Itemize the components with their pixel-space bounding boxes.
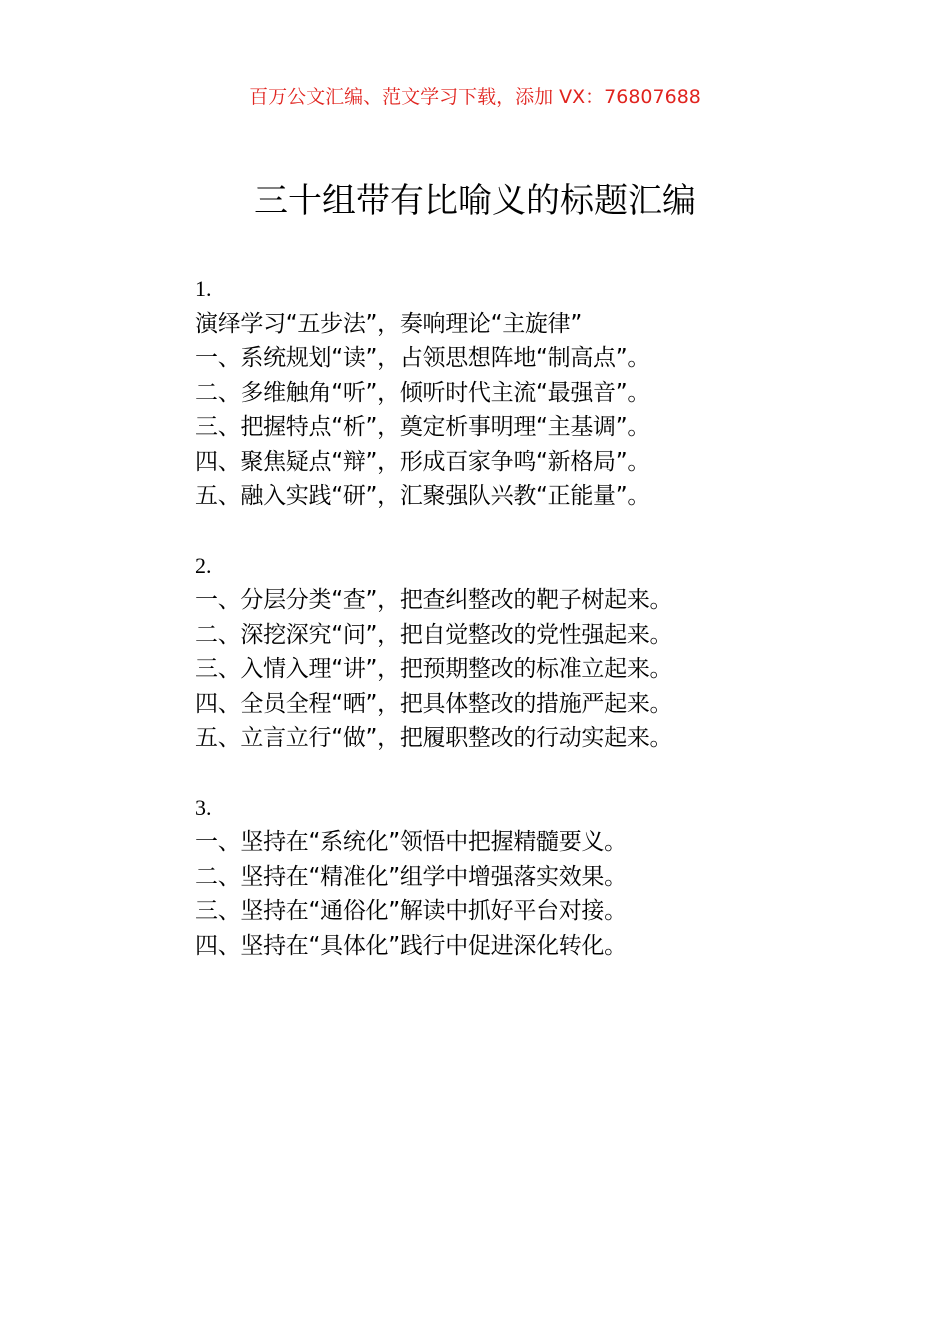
section-line: 四、全员全程“晒”，把具体整改的措施严起来。	[195, 690, 673, 717]
section-3	[195, 791, 775, 964]
section-line: 二、深挖深究“问”，把自觉整改的党性强起来。	[195, 621, 673, 648]
document-body	[195, 272, 775, 963]
section-line: 四、坚持在“具体化”践行中促进深化转化。	[195, 932, 627, 959]
section-line: 一、分层分类“查”，把查纠整改的靶子树起来。	[195, 587, 673, 613]
section-number: 1.	[195, 276, 212, 301]
section-line: 二、坚持在“精准化”组学中增强落实效果。	[195, 863, 627, 890]
section-line: 演绎学习“五步法”，奏响理论“主旋律”	[195, 310, 582, 337]
document-title: 三十组带有比喻义的标题汇编	[254, 181, 696, 221]
section-number: 3.	[195, 794, 212, 820]
section-line: 五、立言立行“做”，把履职整改的行动实起来。	[195, 725, 673, 751]
section-line: 一、坚持在“系统化”领悟中把握精髓要义。	[195, 829, 627, 855]
header-download-note: 百万公文汇编、范文学习下载，添加 VX：76807688	[249, 86, 701, 108]
section-2	[195, 549, 775, 756]
section-1	[195, 272, 775, 514]
section-line: 三、入情入理“讲”，把预期整改的标准立起来。	[195, 656, 673, 682]
section-number: 2.	[195, 552, 212, 578]
section-line: 二、多维触角“听”，倾听时代主流“最强音”。	[195, 379, 651, 406]
section-line: 三、坚持在“通俗化”解读中抓好平台对接。	[195, 898, 627, 924]
section-line: 三、把握特点“析”，奠定析事明理“主基调”。	[195, 414, 651, 440]
section-line: 一、系统规划“读”，占领思想阵地“制高点”。	[195, 345, 651, 371]
section-line: 五、融入实践“研”，汇聚强队兴教“正能量”。	[195, 483, 651, 509]
section-line: 四、聚焦疑点“辩”，形成百家争鸣“新格局”。	[195, 448, 651, 475]
